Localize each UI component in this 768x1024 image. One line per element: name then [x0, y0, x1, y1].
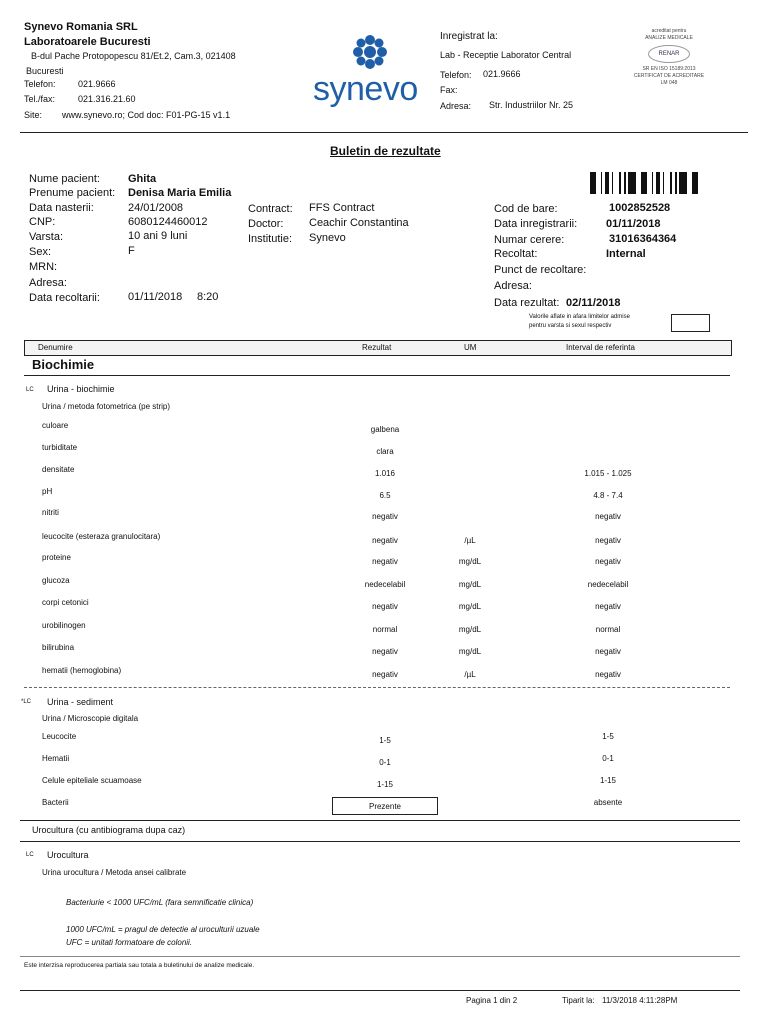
- cert-line-2: ANALIZE MEDICALE: [645, 35, 693, 41]
- test-name: urobilinogen: [42, 621, 86, 630]
- test-result: nedecelabil: [364, 580, 406, 589]
- test-name: culoare: [42, 421, 69, 430]
- test-name: pH: [42, 487, 53, 496]
- test-name: corpi cetonici: [42, 598, 89, 607]
- test-reference: normal: [595, 625, 621, 634]
- sediment-test-reference: 0-1: [602, 754, 614, 763]
- urocultura-top-line: [20, 820, 740, 821]
- dob-value: 24/01/2008: [128, 202, 184, 214]
- registration-date-label: Data inregistrarii:: [494, 218, 578, 230]
- company-city: Bucuresti: [26, 66, 64, 76]
- test-result: normal: [372, 625, 398, 634]
- test-reference: negativ: [595, 670, 621, 679]
- registered-phone-label: Telefon:: [440, 70, 472, 80]
- test-result: negativ: [372, 670, 398, 679]
- test-name: leucocite (esteraza granulocitara): [42, 532, 161, 541]
- fax-label: Tel./fax:: [24, 94, 56, 104]
- test-unit: mg/dL: [458, 557, 482, 566]
- test-unit: mg/dL: [458, 602, 482, 611]
- test-unit: /µL: [464, 536, 476, 545]
- sediment-test-reference: 1-5: [602, 732, 614, 741]
- test-name: hematii (hemoglobina): [42, 666, 122, 675]
- test-unit: mg/dL: [458, 580, 482, 589]
- barcode-bars: [590, 172, 705, 194]
- collect-time: 8:20: [197, 291, 219, 303]
- group3-method: Urina urocultura / Metoda ansei calibrate: [42, 868, 187, 877]
- test-name: densitate: [42, 465, 75, 474]
- registration-date: 01/11/2018: [606, 218, 661, 230]
- registered-place: Lab - Receptie Laborator Central: [440, 50, 572, 60]
- patient-name: Ghita: [128, 173, 157, 185]
- patient-firstname-label: Prenume pacient:: [29, 187, 116, 199]
- group2-tag: *LC: [21, 699, 32, 705]
- collect-date: 01/11/2018: [128, 291, 183, 303]
- footer-note: Este interzisa reproducerea partiala sau totala a buletinului de analize medicale.: [24, 962, 255, 969]
- test-name: turbiditate: [42, 443, 78, 452]
- group2-method: Urina / Microscopie digitala: [42, 714, 139, 723]
- result-date-label: Data rezultat:: [494, 297, 560, 309]
- sample-address-label: Adresa:: [494, 280, 532, 292]
- test-result: negativ: [372, 512, 398, 521]
- site-value: www.synevo.ro; Cod doc: F01-PG-15 v1.1: [62, 110, 231, 120]
- group1-title: Urina - biochimie: [47, 384, 115, 394]
- renar-certificate: [624, 28, 714, 98]
- legend-note-line1: Valorile aflate in afara limitelor admise: [529, 314, 630, 320]
- collect-date-label: Data recoltarii:: [29, 292, 100, 304]
- doctor-label: Doctor:: [248, 218, 284, 230]
- section-title-biochimie: Biochimie: [32, 357, 95, 372]
- registered-fax-label: Fax:: [440, 85, 458, 95]
- section-divider: [24, 375, 730, 376]
- test-result: 6.5: [379, 491, 391, 500]
- test-result: negativ: [372, 536, 398, 545]
- cert-line-5: CERTIFICAT DE ACREDITARE: [633, 73, 705, 79]
- test-result: negativ: [372, 647, 398, 656]
- doctor-value: Ceachir Constantina: [309, 217, 409, 229]
- phone-value: 021.9666: [78, 79, 116, 89]
- abnormal-result-box: [332, 797, 438, 815]
- footer-top-line: [20, 956, 740, 957]
- group1-tag: LC: [26, 387, 34, 393]
- collection-point-label: Punct de recoltare:: [494, 264, 587, 276]
- col-header-name: Denumire: [38, 343, 73, 352]
- header-divider: [20, 132, 748, 133]
- cert-line-3: RENAR: [648, 45, 690, 63]
- patient-address-label: Adresa:: [29, 277, 67, 289]
- sex-value: F: [128, 245, 135, 257]
- test-result: galbena: [370, 425, 400, 434]
- group3-title: Urocultura: [47, 850, 89, 860]
- test-name: nitriti: [42, 508, 59, 517]
- site-label: Site:: [24, 110, 43, 120]
- age-label: Varsta:: [29, 231, 64, 243]
- urocultura-header: Urocultura (cu antibiograma dupa caz): [32, 825, 186, 835]
- legend-box: [671, 314, 710, 332]
- test-reference: 4.8 - 7.4: [593, 491, 623, 500]
- sediment-test-result: 1-5: [379, 736, 391, 745]
- synevo-wordmark: synevo: [313, 70, 418, 108]
- cnp-label: CNP:: [29, 216, 56, 228]
- cnp-value: 6080124460012: [128, 216, 208, 228]
- test-reference: negativ: [595, 647, 621, 656]
- sediment-test-result: 0-1: [379, 758, 391, 767]
- test-unit: mg/dL: [458, 625, 482, 634]
- dob-label: Data nasterii:: [29, 202, 94, 214]
- test-reference: nedecelabil: [587, 580, 629, 589]
- test-name: proteine: [42, 553, 71, 562]
- document-title: Buletin de rezultate: [330, 144, 441, 158]
- barcode-image: [590, 172, 705, 194]
- collected-label: Recoltat:: [494, 248, 538, 260]
- group2-title: Urina - sediment: [47, 697, 114, 707]
- sediment-test-reference: 1-15: [599, 776, 616, 785]
- sex-label: Sex:: [29, 246, 52, 258]
- urocultura-note-1: Bacteriurie < 1000 UFC/mL (fara semnificatie clinica): [66, 898, 254, 907]
- company-name: Synevo Romania SRL: [24, 21, 138, 33]
- urocultura-note-2: 1000 UFC/mL = pragul de detectie al uroculturii uzuale: [66, 925, 260, 934]
- cert-line-6: LM 048: [660, 80, 678, 86]
- institution-value: Synevo: [309, 232, 346, 244]
- group1-method: Urina / metoda fotometrica (pe strip): [42, 402, 171, 411]
- test-result: negativ: [372, 557, 398, 566]
- institution-label: Institutie:: [248, 233, 293, 245]
- test-unit: /µL: [464, 670, 476, 679]
- test-unit: mg/dL: [458, 647, 482, 656]
- registered-address-label: Adresa:: [440, 101, 472, 111]
- registered-title: Inregistrat la:: [440, 31, 498, 42]
- test-result: clara: [376, 447, 394, 456]
- lab-name: Laboratoarele Bucuresti: [24, 36, 151, 48]
- result-date: 02/11/2018: [566, 297, 621, 309]
- printed-datetime: 11/3/2018 4:11:28PM: [602, 996, 678, 1005]
- sediment-test-name: Hematii: [42, 754, 70, 763]
- col-header-result: Rezultat: [362, 343, 392, 352]
- fax-value: 021.316.21.60: [78, 94, 136, 104]
- request-number: 31016364364: [609, 233, 677, 245]
- group3-tag: LC: [26, 852, 34, 858]
- footer-bottom-line: [20, 990, 740, 991]
- test-name: glucoza: [42, 576, 70, 585]
- barcode-value: 1002852528: [609, 202, 671, 214]
- cert-line-1: acreditat pentru: [651, 28, 687, 34]
- test-name: bilirubina: [42, 643, 75, 652]
- test-reference: negativ: [595, 557, 621, 566]
- phone-label: Telefon:: [24, 79, 56, 89]
- test-result: 1.016: [374, 469, 396, 478]
- sediment-test-name: Bacterii: [42, 798, 69, 807]
- patient-name-label: Nume pacient:: [29, 173, 100, 185]
- cert-line-4: SR EN ISO 15189:2013: [642, 66, 696, 72]
- urocultura-note-3: UFC = unitati formatoare de colonii.: [66, 938, 193, 947]
- test-reference: 1.015 - 1.025: [584, 469, 632, 478]
- col-header-um: UM: [464, 343, 477, 352]
- urocultura-bottom-line: [20, 841, 740, 842]
- collected-value: Internal: [606, 248, 646, 260]
- barcode-label: Cod de bare:: [494, 203, 558, 215]
- test-result: negativ: [372, 602, 398, 611]
- test-reference: negativ: [595, 512, 621, 521]
- contract-value: FFS Contract: [309, 202, 375, 214]
- sediment-test-name: Leucocite: [42, 732, 77, 741]
- patient-firstname: Denisa Maria Emilia: [128, 187, 232, 199]
- request-number-label: Numar cerere:: [494, 234, 565, 246]
- printed-label: Tiparit la:: [562, 996, 595, 1005]
- registered-phone: 021.9666: [483, 69, 521, 79]
- test-reference: negativ: [595, 536, 621, 545]
- page-number: Pagina 1 din 2: [466, 996, 518, 1005]
- test-reference: negativ: [595, 602, 621, 611]
- group1-divider: [24, 687, 730, 689]
- sediment-test-name: Celule epiteliale scuamoase: [42, 776, 142, 785]
- registered-address: Str. Industriilor Nr. 25: [489, 100, 574, 110]
- sediment-test-reference: absente: [593, 798, 623, 807]
- legend-note-line2: pentru varsta si sexul respectiv: [529, 323, 612, 329]
- company-address: B-dul Pache Protopopescu 81/Et.2, Cam.3, 021408: [31, 51, 236, 61]
- mrn-label: MRN:: [29, 261, 58, 273]
- col-header-reference: Interval de referinta: [566, 343, 635, 352]
- contract-label: Contract:: [248, 203, 293, 215]
- sediment-test-result: 1-15: [376, 780, 393, 789]
- sediment-test-result: Prezente: [368, 802, 402, 811]
- age-value: 10 ani 9 luni: [128, 230, 188, 242]
